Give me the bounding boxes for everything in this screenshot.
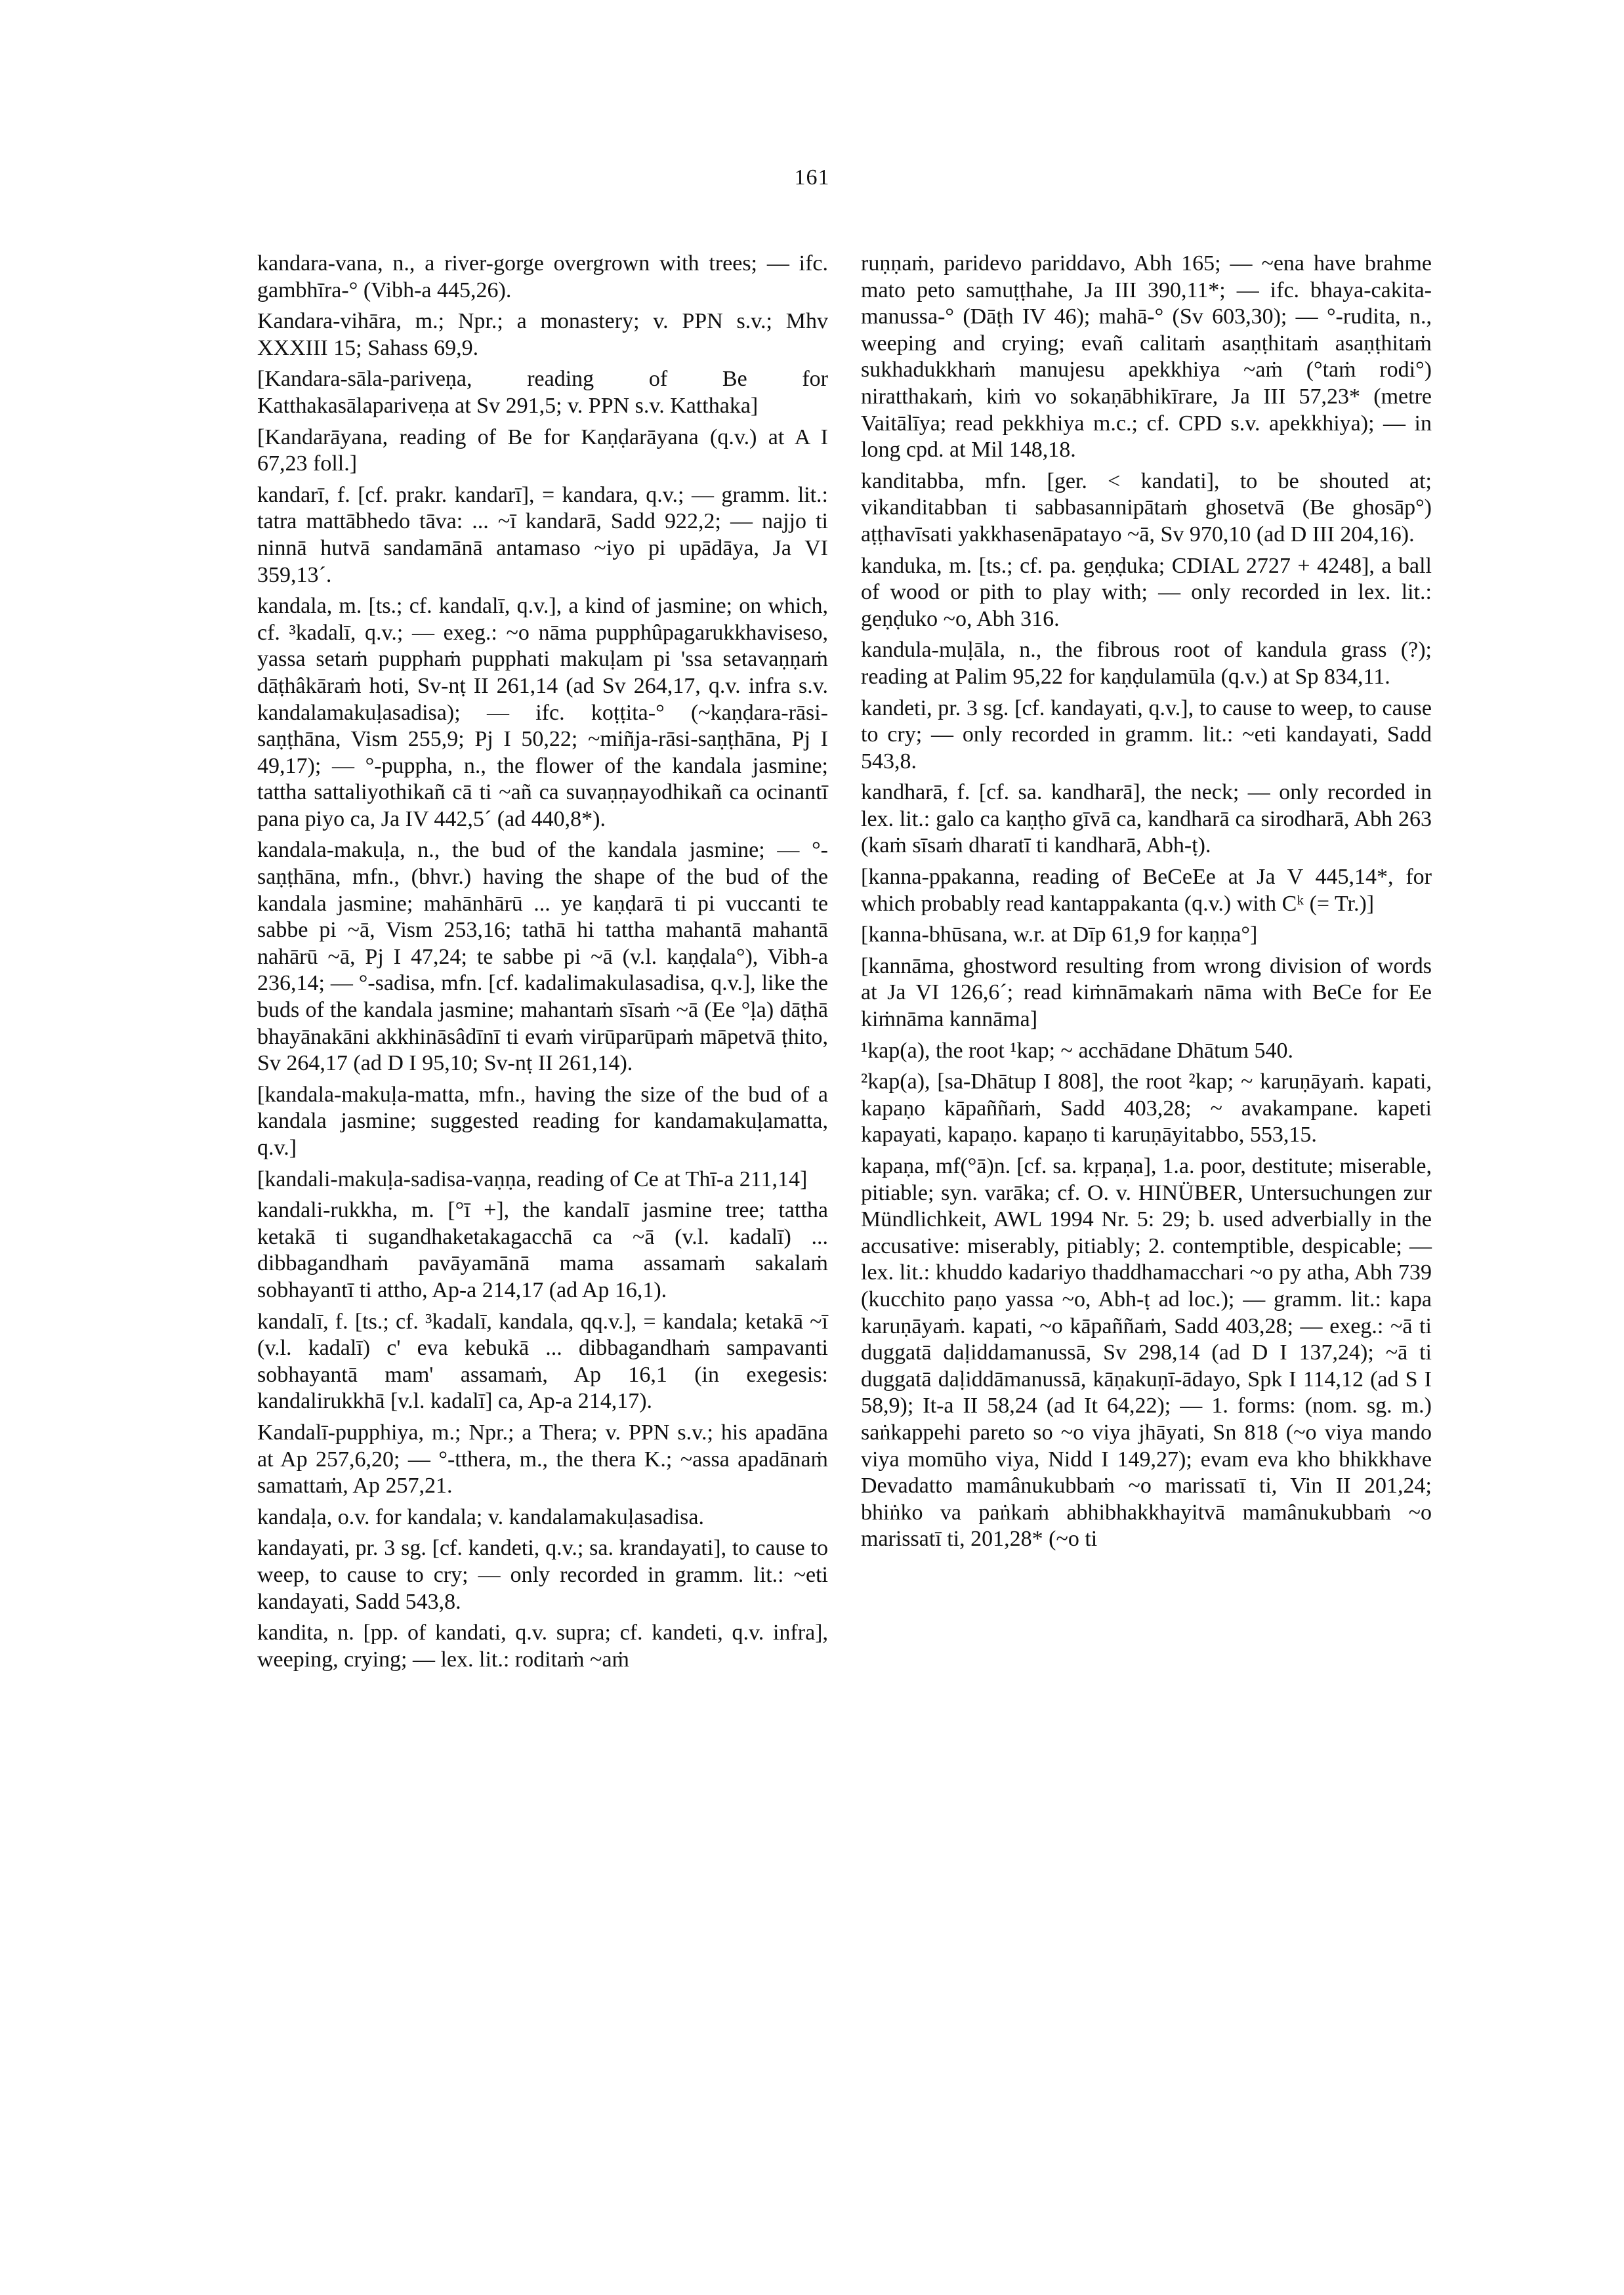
dictionary-entry: kandali-rukkha, m. [°ī +], the kandalī jasmine tree; tattha ketakā ti sugandhaketakagacchā ca ~ā (v.l. kadalī) ... dibbagandhaṁ pavāyamānā mama assamaṁ sakalaṁ sobhayantī ti attho, Ap-a 214,17 (ad Ap 16,1).	[257, 1198, 828, 1302]
dictionary-entry: kandita, n. [pp. of kandati, q.v. supra; cf. kandeti, q.v. infra], weeping, crying; — lex. lit.: roditaṁ ~aṁ	[257, 1621, 828, 1672]
dictionary-entry: kandarī, f. [cf. prakr. kandarī], = kandara, q.v.; — gramm. lit.: tatra mattābhedo tāva: ... ~ī kandarā, Sadd 922,2; — najjo ti ninnā hutvā sandamānā antamaso ~iyo pi upādāya, Ja VI 359,13´.	[257, 482, 828, 587]
dictionary-entry: ruṇṇaṁ, paridevo pariddavo, Abh 165; — ~ena have brahme mato peto samuṭṭhahe, Ja III 390,11*; — ifc. bhaya-cakita-manussa-° (Dāṭh IV 46); mahā-° (Sv 603,30); — °-rudita, n., weeping and crying; evañ calitaṁ asaṇṭhitaṁ asaṇṭhitaṁ sukhadukkhaṁ manujesu apekkhiya ~aṁ (°taṁ rodi°) niratthakaṁ, kiṁ vo sokaṇābhikīrare, Ja III 57,23* (metre Vaitālīya; read pekkhiya m.c.; cf. CPD s.v. apekkhiya); — in long cpd. at Mil 148,18.	[861, 251, 1432, 463]
dictionary-entry: kandharā, f. [cf. sa. kandharā], the neck; — only recorded in lex. lit.: galo ca kaṇṭho gīvā ca, kandharā ca sirodharā, Abh 263 (kaṁ sīsaṁ dharatī ti kandharā, Abh-ṭ).	[861, 780, 1432, 858]
dictionary-entry: [kanna-bhūsana, w.r. at Dīp 61,9 for kaṇṇa°]	[861, 922, 1258, 947]
dictionary-entry: Kandalī-pupphiya, m.; Npr.; a Thera; v. PPN s.v.; his apadāna at Ap 257,6,20; — °-tthera, m., the thera K.; ~assa apadānaṁ samattaṁ, Ap 257,21.	[257, 1420, 828, 1499]
left-column	[257, 251, 828, 1678]
dictionary-entry: kanduka, m. [ts.; cf. pa. geṇḍuka; CDIAL 2727 + 4248], a ball of wood or pith to play with; — only recorded in lex. lit.: geṇḍuko ~o, Abh 316.	[861, 553, 1432, 631]
dictionary-entry: Kandara-vihāra, m.; Npr.; a monastery; v. PPN s.v.; Mhv XXXIII 15; Sahass 69,9.	[257, 309, 828, 360]
dictionary-entry: [kandala-makuḷa-matta, mfn., having the size of the bud of a kandala jasmine; suggested reading for kandamakuḷamatta, q.v.]	[257, 1082, 828, 1160]
dictionary-entry: [Kandarāyana, reading of Be for Kaṇḍarāyana (q.v.) at A I 67,23 foll.]	[257, 424, 828, 476]
dictionary-entry: [kandali-makuḷa-sadisa-vaṇṇa, reading of Ce at Thī-a 211,14]	[257, 1167, 808, 1191]
dictionary-entry: kandula-muḷāla, n., the fibrous root of kandula grass (?); reading at Palim 95,22 for kaṇḍulamūla (q.v.) at Sp 834,11.	[861, 638, 1432, 689]
page-number: 161	[794, 165, 830, 190]
dictionary-entry: kanditabba, mfn. [ger. < kandati], to be shouted at; vikanditabban ti sabbasannipātaṁ ghosetvā (Be ghosāp°) aṭṭhavīsati yakkhasenāpatayo ~ā, Sv 970,10 (ad D III 204,16).	[861, 468, 1432, 547]
dictionary-entry: ²kap(a), [sa-Dhātup I 808], the root ²kap; ~ karuṇāyaṁ. kapati, kapaṇo kāpaññaṁ, Sadd 403,28; ~ avakampane. kapeti kapayati, kapaṇo. kapaṇo ti karuṇāyitabbo, 553,15.	[861, 1069, 1432, 1148]
dictionary-entry: ¹kap(a), the root ¹kap; ~ acchādane Dhātum 540.	[861, 1038, 1294, 1063]
dictionary-entry: kandala, m. [ts.; cf. kandalī, q.v.], a kind of jasmine; on which, cf. ³kadalī, q.v.; — exeg.: ~o nāma pupphûpagarukkhaviseso, yassa setaṁ pupphaṁ pupphati makuḷam pi 'ssa setavaṇṇaṁ dāṭhâkāraṁ hoti, Sv-nṭ II 261,14 (ad Sv 264,17, q.v. infra s.v. kandalamakuḷasadisa); — ifc. koṭṭita-° (~kaṇḍara-rāsi-saṇṭhāna, Vism 255,9; Pj I 50,22; ~miñja-rāsi-saṇṭhāna, Pj I 49,17); — °-puppha, n., the flower of the kandala jasmine; tattha sattaliyothikañ cā ti ~añ ca suvaṇṇayodhikañ ca ocinantī pana piyo ca, Ja IV 442,5´ (ad 440,8*).	[257, 594, 828, 831]
dictionary-entry: kandalī, f. [ts.; cf. ³kadalī, kandala, qq.v.], = kandala; ketakā ~ī (v.l. kadalī) c' eva kebukā ... dibbagandhaṁ sampavanti sobhayantā mam' assamaṁ, Ap 16,1 (in exegesis: kandalirukkhā [v.l. kadalī] ca, Ap-a 214,17).	[257, 1309, 828, 1414]
dictionary-entry: kandeti, pr. 3 sg. [cf. kandayati, q.v.], to cause to weep, to cause to cry; — only recorded in gramm. lit.: ~eti kandayati, Sadd 543,8.	[861, 695, 1432, 774]
right-column	[861, 251, 1432, 1558]
dictionary-entry: [kanna-ppakanna, reading of BeCeEe at Ja V 445,14*, for which probably read kantappakanta (q.v.) with Cᵏ (= Tr.)]	[861, 865, 1432, 916]
dictionary-entry: [Kandara-sāla-pariveṇa, reading of Be for Katthakasālapariveṇa at Sv 291,5; v. PPN s.v. Katthaka]	[257, 367, 828, 418]
dictionary-entry: kandara-vana, n., a river-gorge overgrown with trees; — ifc. gambhīra-° (Vibh-a 445,26).	[257, 251, 828, 302]
dictionary-entry: kapaṇa, mf(°ā)n. [cf. sa. kṛpaṇa], 1.a. poor, destitute; miserable, pitiable; syn. varāka; cf. O. v. HINÜBER, Untersuchungen zur Mündlichkeit, AWL 1994 Nr. 5: 29; b. used adverbially in the accusative: miserably, pitiably; 2. contemptible, despicable; — lex. lit.: khuddo kadariyo thaddhamacchari ~o py atha, Abh 739 (kucchito paṇo yassa ~o, Abh-ṭ ad loc.); — gramm. lit.: kapa karuṇāyaṁ. kapati, ~o kāpaññaṁ, Sadd 403,28; — exeg.: ~ā ti duggatā daḷiddamanussā, Sv 298,14 (ad D I 137,24); ~ā ti duggatā daḷiddāmanussā, kāṇakuṇī-ādayo, Spk I 114,12 (ad S I 58,9); It-a II 58,24 (ad It 64,22); — 1. forms: (nom. sg. m.) saṅkappehi pareto so ~o viya jhāyati, Sn 818 (~o viya mando viya momūho viya, Nidd I 149,27); evam eva kho bhikkhave Devadatto mamânukubbaṁ ~o marissatī ti, Vin II 201,24; bhiṅko va paṅkaṁ abhibhakkhayitvā mamânukubbaṁ ~o marissatī ti, 201,28* (~o ti	[861, 1154, 1432, 1552]
dictionary-entry: kandayati, pr. 3 sg. [cf. kandeti, q.v.; sa. krandayati], to cause to weep, to cause to cry; — only recorded in gramm. lit.: ~eti kandayati, Sadd 543,8.	[257, 1536, 828, 1614]
dictionary-entry: [kannāma, ghostword resulting from wrong division of words at Ja VI 126,6´; read kiṁnāmakaṁ nāma with BeCe for Ee kiṁnāma kannāma]	[861, 953, 1432, 1032]
dictionary-entry: kandala-makuḷa, n., the bud of the kandala jasmine; — °-saṇṭhāna, mfn., (bhvr.) having the shape of the bud of the kandala jasmine; mahānhārū ... ye kaṇḍarā ti pi vuccanti te sabbe pi ~ā, Vism 253,16; tathā hi tattha mahantā mahantā nahārū ~ā, Pj I 47,24; te sabbe pi ~ā (v.l. kaṇḍala°), Vibh-a 236,14; — °-sadisa, mfn. [cf. kadalimakulasadisa, q.v.], like the buds of the kandala jasmine; mahantaṁ sīsaṁ ~ā (Ee °ḷa) dāṭhā bhayānakāni akkhināsâdīnī ti evaṁ virūparūpaṁ māpetvā ṭhito, Sv 264,17 (ad D I 95,10; Sv-nṭ II 261,14).	[257, 838, 828, 1076]
dictionary-entry: kandaḷa, o.v. for kandala; v. kandalamakuḷasadisa.	[257, 1504, 704, 1529]
